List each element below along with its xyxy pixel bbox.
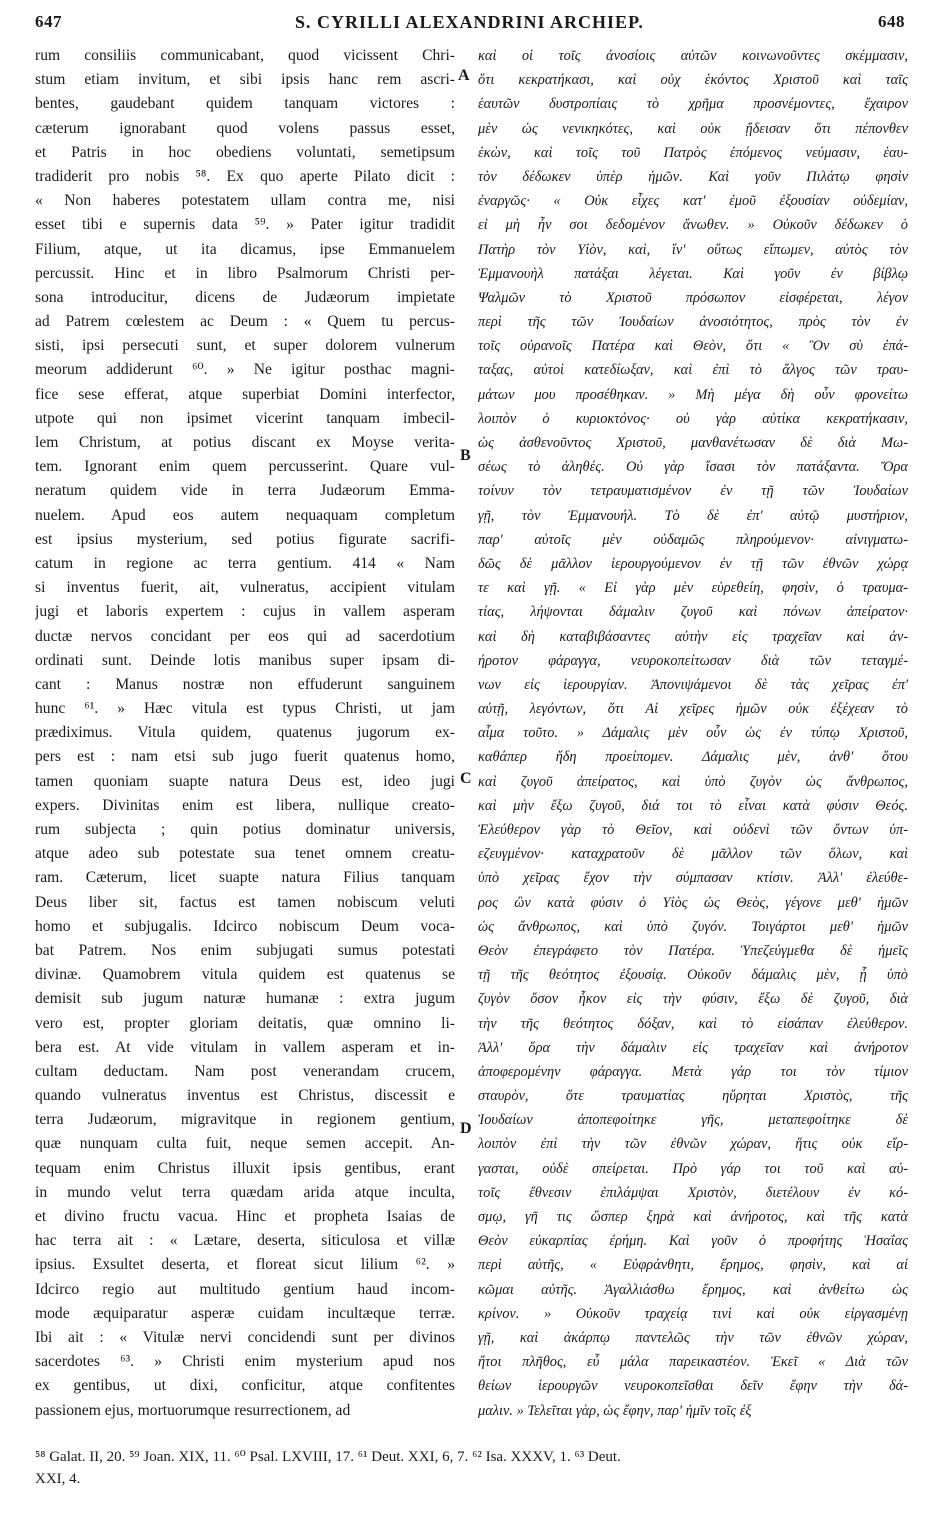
greek-text-line: καθάπερ ἤδη προείπομεν. Δάμαλις μὲν, ἀνθ' ὅτου: [478, 749, 908, 766]
latin-text-line: cant : Manus nostræ non effuderunt sanguinem: [35, 675, 455, 693]
greek-text-line: ἀποφερομένην φάραγγα. Μετὰ γάρ τοι τὸν τίμιον: [478, 1063, 908, 1080]
latin-text-line: bera est. At vide vitulam in vallem asperam et in-: [35, 1038, 455, 1056]
greek-text-line: Θεὸν εὐκαρπίας ἐρήμη. Καὶ γοῦν ὁ προφήτης Ἡσαΐας: [478, 1233, 908, 1250]
latin-text-line: tequam enim Christus illuxit ipsis gentibus, erant: [35, 1159, 455, 1177]
greek-text-line: Πατὴρ τὸν Υἱὸν, καὶ, ἵν' οὕτως εἴπωμεν, αὐτὸς τὸν: [478, 241, 908, 258]
greek-text-line: ἑαυτῶν δυστροπίαις τὸ χρῆμα προσνέμοντες, ἔχαιρον: [478, 96, 908, 113]
latin-text-line: si inventus fuerit, ait, vulneratus, accipient vitulam: [35, 579, 455, 597]
latin-text-line: Idcirco regio aut multitudo gentium haud incom-: [35, 1280, 455, 1298]
greek-text-line: ἑκὼν, καὶ τοῖς τοῦ Πατρὸς ἑπόμενος νεύμασιν, ἑαυ-: [478, 144, 908, 161]
latin-text-line: bat Patrem. Nos enim subjugati sumus potestati: [35, 941, 455, 959]
latin-text-line: et divino fructu vacua. Hinc et propheta Isaias de: [35, 1208, 455, 1225]
greek-text-line: σμῳ, γῆ τις ὥσπερ ξηρὰ καὶ ἀνήροτος, καὶ τῆς κατὰ: [478, 1209, 908, 1225]
latin-text-line: jugi et laboris expertem : cujus in vallem asperam: [35, 603, 455, 621]
latin-text-line: neratum quidem vide in terra Judæorum Emma-: [35, 482, 455, 500]
greek-text-line: λοιπὸν ἐπὶ τὴν τῶν ἐθνῶν χώραν, ἥτις οὐκ εἴρ-: [478, 1136, 908, 1153]
greek-text-line: τοίνυν τὸν τετραυματισμένον ἐν τῇ τῶν Ἰουδαίων: [478, 483, 908, 500]
greek-text-line: ἐναργῶς· « Οὐκ εἶχες κατ' ἐμοῦ ἐξουσίαν οὐδεμίαν,: [478, 193, 908, 210]
greek-text-line: ἤτοι πλῆθος, εὖ μάλα παρεικαστέον. Ἐκεῖ « Διὰ τῶν: [478, 1354, 908, 1371]
left-page-number: 647: [35, 12, 62, 31]
latin-column: [35, 44, 455, 1423]
latin-text-line: sacerdotes ⁶³. » Christi enim mysterium apud nos: [35, 1353, 455, 1371]
latin-text-line: ordinati sunt. Deinde lotis manibus super ipsam di-: [35, 651, 455, 669]
greek-text-line: τοῖς οὐρανοῖς Πατέρα καὶ Θεὸν, ὅτι « Ὃν σὺ ἐπά-: [478, 338, 908, 355]
latin-text-line: esset tibi e supernis data ⁵⁹. » Pater igitur tradidit: [35, 216, 455, 234]
latin-text-line: utpote qui non ipsimet vicerint tanquam imbecil-: [35, 409, 455, 427]
latin-text-line: quando vulneratus inventus est Christus, discessit e: [35, 1087, 455, 1105]
greek-text-line: ζυγὸν ὅσον ἧκον εἰς τὴν φύσιν, ἔξω δὲ ζυγοῦ, διὰ: [478, 991, 908, 1008]
greek-text-line: λοιπὸν ὁ κυριοκτόνος· οὐ γὰρ αὐτίκα κεκρατήκασιν,: [478, 410, 908, 427]
margin-letter-c: C: [460, 770, 472, 787]
latin-text-line: ad Patrem cœlestem ac Deum : « Quem tu percus-: [35, 313, 455, 331]
right-page-number: 648: [878, 12, 905, 31]
latin-text-line: pers est : nam etsi sub jugo fuerit quatenus homo,: [35, 748, 455, 766]
latin-text-line: sisti, ipsi persecuti sunt, et super dolorem vulnerum: [35, 337, 455, 355]
latin-text-line: ipsius. Exsultet deserta, et floreat sicut lilium ⁶². »: [35, 1256, 455, 1274]
latin-text-line: terra Judæorum, migravitque in regionem gentium,: [35, 1111, 455, 1129]
latin-text-line: hac terra ait : « Lætare, deserta, siticulosa et villæ: [35, 1232, 455, 1250]
greek-text-line: θείων ἱερουργῶν νευροκοπεῖσθαι δεῖν ἔφην τὴν δά-: [478, 1378, 908, 1395]
latin-text-line: rum subjecta ; quin potius dominatur universis,: [35, 821, 455, 838]
latin-text-line: meorum addiderunt ⁶⁰. » Ne igitur posthac magni-: [35, 361, 455, 379]
latin-text-line: divinæ. Quamobrem vitula quidem est quatenus se: [35, 966, 455, 984]
greek-text-line: μὲν ὡς νενικηκότες, καὶ οὐκ ᾔδεισαν ὅτι πέπονθεν: [478, 120, 908, 137]
greek-text-line: μαλιν. » Τελεῖται γὰρ, ὡς ἔφην, παρ' ἡμῖν τοῖς ἐξ: [478, 1402, 752, 1419]
greek-text-line: κῶμαι αὐτῆς. Ἀγαλλιάσθω ἔρημος, καὶ ἀνθείτω ὡς: [478, 1281, 908, 1298]
greek-text-line: τε καὶ γῇ. « Εἰ γὰρ μὲν εὑρεθείη, φησὶν, ὁ τραυμα-: [478, 580, 908, 597]
running-title: S. CYRILLI ALEXANDRINI ARCHIEP.: [295, 12, 644, 32]
greek-text-line: κρίνον. » Οὐκοῦν τραχείᾳ τινὶ καὶ οὐκ εἰργασμένῃ: [478, 1305, 908, 1322]
latin-text-line: et Patris in hoc obediens voluntati, semetipsum: [35, 143, 455, 161]
latin-text-line: vero est, propter gloriam deitatis, quæ omnino li-: [35, 1014, 455, 1032]
greek-text-line: Ἰουδαίων ἀποπεφοίτηκε γῆς, μεταπεφοίτηκε δὲ: [478, 1112, 908, 1129]
latin-text-line: tradiderit pro nobis ⁵⁸. Ex quo aperte Pilato dicit :: [35, 167, 455, 185]
latin-text-line: cultam deductam. Nam post venerandam crucem,: [35, 1062, 455, 1080]
latin-text-line: Ibi ait : « Vitulæ nervi concidendi sunt per divinos: [35, 1328, 455, 1346]
greek-text-line: γῇ, τὸν Ἐμμανουήλ. Τὸ δὲ ἐπ' αὐτῷ μυστήριον,: [478, 507, 908, 524]
greek-text-line: τὴν τῆς θεότητος δόξαν, καὶ τὸ εἰσάπαν ἐλεύθερον.: [478, 1015, 908, 1032]
latin-text-line: homo et subjugalis. Idcirco nobiscum Deum voca-: [35, 917, 455, 935]
greek-text-line: εἰ μὴ ἦν σοι δεδομένον ἄνωθεν. » Οὐκοῦν δέδωκεν ὁ: [478, 217, 908, 234]
greek-text-line: Ἐλεύθερον γὰρ τὸ Θεῖον, καὶ οὐδενὶ τῶν ὄντων ὑπ-: [478, 822, 908, 838]
footnotes: [35, 1446, 910, 1490]
latin-text-line: in mundo velut terra quædam arida atque inculta,: [35, 1183, 455, 1201]
greek-text-line: καὶ δὴ καταβιβάσαντες αὐτὴν εἰς τραχεῖαν καὶ ἀν-: [478, 628, 908, 645]
greek-column: [478, 44, 908, 1423]
latin-text-line: percussit. Hinc et in libro Psalmorum Christi per-: [35, 264, 455, 282]
latin-text-line: mode æquiparatur asperæ cuidam incultæque terræ.: [35, 1304, 455, 1322]
greek-text-line: ήροτον φάραγγα, νευροκοπείτωσαν διὰ τῶν τεταγμέ-: [478, 652, 908, 669]
margin-letter-b: B: [460, 447, 471, 464]
footnote-line: ⁵⁸ Galat. II, 20. ⁵⁹ Joan. XIX, 11. ⁶⁰ Psal. LXVIII, 17. ⁶¹ Deut. XXI, 6, 7. ⁶² Isa. XXXV, 1. ⁶³ Deut.: [35, 1449, 621, 1465]
greek-text-line: σέως τὸ ἀληθές. Οὐ γὰρ ἴσασι τὸν πατάξαντα. Ὅρα: [478, 459, 908, 476]
latin-text-line: hunc ⁶¹. » Hæc vitula est typus Christi, ut jam: [35, 700, 455, 718]
greek-text-line: μάτων μου προσέθηκαν. » Μὴ μέγα δὴ οὖν φρονείτω: [478, 386, 908, 403]
greek-text-line: ὡς ἄνθρωπος, καὶ ὑπὸ ζυγόν. Τοιγάρτοι μεθ' ἡμῶν: [478, 918, 908, 935]
latin-text-line: fice sese efferat, atque superbiat Domini interfector,: [35, 385, 455, 403]
latin-text-line: tem. Ignorant enim quem percusserint. Quare vul-: [35, 458, 455, 476]
latin-text-line: lem Christum, at potius discant ex Moyse verita-: [35, 434, 455, 451]
greek-text-line: Ἀλλ' ὅρα τὴν δάμαλιν εἰς τραχεῖαν καὶ ἀνήροτον: [478, 1039, 908, 1056]
greek-text-line: καὶ ζυγοῦ ἀπείρατος, καὶ ὑπὸ ζυγὸν ὡς ἄνθρωπος,: [478, 773, 908, 790]
margin-letter-d: D: [460, 1120, 472, 1137]
greek-text-line: τῇ τῆς θεότητος ἐξουσίᾳ. Οὐκοῦν δάμαλις μὲν, ᾗ ὑπὸ: [478, 967, 908, 984]
greek-text-line: τίας, λήψονται δάμαλιν ζυγοῦ καὶ πόνων ἀπείρατον·: [478, 604, 908, 621]
greek-text-line: αἷμα τοῦτο. » Δάμαλις μὲν οὖν ὡς ἐν τύπῳ Χριστοῦ,: [478, 725, 908, 742]
greek-text-line: ρος ὢν κατὰ φύσιν ὁ Υἱὸς ὡς Θεὸς, γέγονε μεθ' ἡμῶν: [478, 894, 908, 911]
greek-text-line: ταξας, αὐτοὶ κατεδίωξαν, καὶ ἐπὶ τὸ ἄλγος τῶν τραυ-: [478, 362, 908, 379]
greek-text-line: καὶ μὴν ἔξω ζυγοῦ, διά τοι τὸ εἶναι κατὰ φύσιν Θεός.: [478, 797, 908, 814]
greek-text-line: νων εἰς ἱερουργίαν. Ἀπονιψάμενοι δὲ τὰς χεῖρας ἐπ': [478, 676, 908, 693]
latin-text-line: atque adeo sub potestate sua tenet omnem creatu-: [35, 845, 455, 863]
margin-letter-a: A: [458, 67, 470, 84]
greek-text-line: παρ' αὐτοῖς μὲν οὐδαμῶς πληρούμενον· αἰνιγματω-: [478, 531, 908, 548]
latin-text-line: ram. Cæterum, licet suapte natura Filius tanquam: [35, 869, 455, 887]
latin-text-line: Filium, atque, ut ita dicamus, ipse Emmanuelem: [35, 240, 455, 258]
latin-text-line: est ipsius mysterium, sed potius figurate sacrifi-: [35, 530, 455, 548]
greek-text-line: περὶ αὐτῆς, « Εὐφράνθητι, ἔρημος, φησὶν, καὶ αἱ: [478, 1257, 908, 1274]
latin-text-line: sona introducitur, dicens de Judæorum impietate: [35, 288, 455, 306]
latin-text-line: catum in regione ac terra gentium. 414 « Nam: [35, 554, 455, 572]
latin-text-line: stum etiam invitum, et sibi ipsis hanc rem ascri-: [35, 71, 455, 89]
greek-text-line: γῇ, καὶ ἀκάρπῳ παντελῶς τὴν τῶν ἐθνῶν χώραν,: [478, 1329, 908, 1346]
latin-text-line: tamen quoniam suapte natura Deus est, ideo jugi: [35, 772, 455, 790]
latin-text-line: nuelem. Apud eos autem nequaquam completum: [35, 506, 455, 524]
latin-text-line: Deus liber sit, factus est tamen nobiscum veluti: [35, 893, 455, 911]
latin-text-line: ductæ nervos concidant per eos qui ad sacerdotium: [35, 627, 455, 645]
greek-text-line: Ἐμμανουὴλ πατάξαι λέγεται. Καὶ γοῦν ἐν βίβλῳ: [478, 265, 908, 282]
greek-text-line: τὸν δέδωκεν ὑπὲρ ἡμῶν. Καὶ γοῦν Πιλάτῳ φησὶν: [478, 168, 908, 185]
greek-text-line: αὐτῇ, λεγόντων, ὅτι Αἱ χεῖρες ἡμῶν οὐκ ἐξέχεαν τὸ: [478, 701, 908, 718]
greek-text-line: ὑπὸ χεῖρας ἔχον τὴν σύμπασαν κτίσιν. Ἀλλ' ἐλεύθε-: [478, 870, 908, 887]
greek-text-line: περὶ τῆς τῶν Ἰουδαίων ἀνοσιότητος, πρὸς τὸν ἐν: [478, 314, 908, 331]
greek-text-line: γασται, οὐδὲ σπείρεται. Πρὸ γάρ τοι τοῦ καὶ αὐ-: [478, 1160, 908, 1177]
latin-text-line: rum consiliis communicabant, quod vicissent Chri-: [35, 47, 455, 64]
latin-text-line: ex gentibus, ut dixi, conficitur, atque confitentes: [35, 1377, 455, 1395]
greek-text-line: Ψαλμῶν τὸ Χριστοῦ πρόσωπον εἰσφέρεται, λέγον: [478, 289, 908, 306]
latin-text-line: « Non haberes potestatem ullam contra me, nisi: [35, 192, 455, 210]
latin-text-line: bentes, gaudebant quidem tanquam victores :: [35, 95, 455, 113]
greek-text-line: ὡς ἀσθενοῦντος Χριστοῦ, μανθανέτωσαν δὲ διὰ Μω-: [478, 435, 908, 451]
latin-text-line: demisit sub jugum naturæ humanæ : extra jugum: [35, 990, 455, 1008]
latin-text-line: quæ nunquam culta fuit, neque semen accepit. An-: [35, 1135, 455, 1153]
greek-text-line: Θεὸν ἐπεγράφετο τὸν Πατέρα. Ὑπεζεύγμεθα δὲ ἡμεῖς: [478, 942, 908, 959]
latin-text-line: prædiximus. Vitula quidem, quatenus jugorum ex-: [35, 724, 455, 742]
footnote-line: XXI, 4.: [35, 1471, 81, 1487]
running-header: [35, 8, 905, 36]
greek-text-line: τοῖς ἔθνεσιν ἐπιλάμψαι Χριστὸν, διετέλουν ἐν κό-: [478, 1184, 908, 1201]
greek-text-line: καὶ οἱ τοῖς ἀνοσίοις αὐτῶν κοινωνοῦντες σκέμμασιν,: [478, 48, 908, 64]
latin-text-line: cæterum ignorabant quod volens passus esset,: [35, 119, 455, 137]
greek-text-line: εζευγμένον· καταχρατοῦν δὲ μᾶλλον τῶν ὅλων, καὶ: [478, 846, 908, 863]
greek-text-line: δῶς δὲ μᾶλλον ἱερουργούμενον ἐν τῇ τῶν ἐθνῶν χώρᾳ: [478, 555, 908, 572]
greek-text-line: σταυρὸν, ὅτε τραυματίας ηὕρηται Χριστὸς, τῆς: [478, 1088, 908, 1105]
latin-text-line: expers. Divinitas enim est libera, nullique creato-: [35, 796, 455, 814]
greek-text-line: ὅτι κεκρατήκασι, καὶ οὐχ ἑκόντος Χριστοῦ καὶ ταῖς: [478, 72, 908, 89]
latin-text-line: passionem ejus, mortuorumque resurrectionem, ad: [35, 1401, 351, 1419]
